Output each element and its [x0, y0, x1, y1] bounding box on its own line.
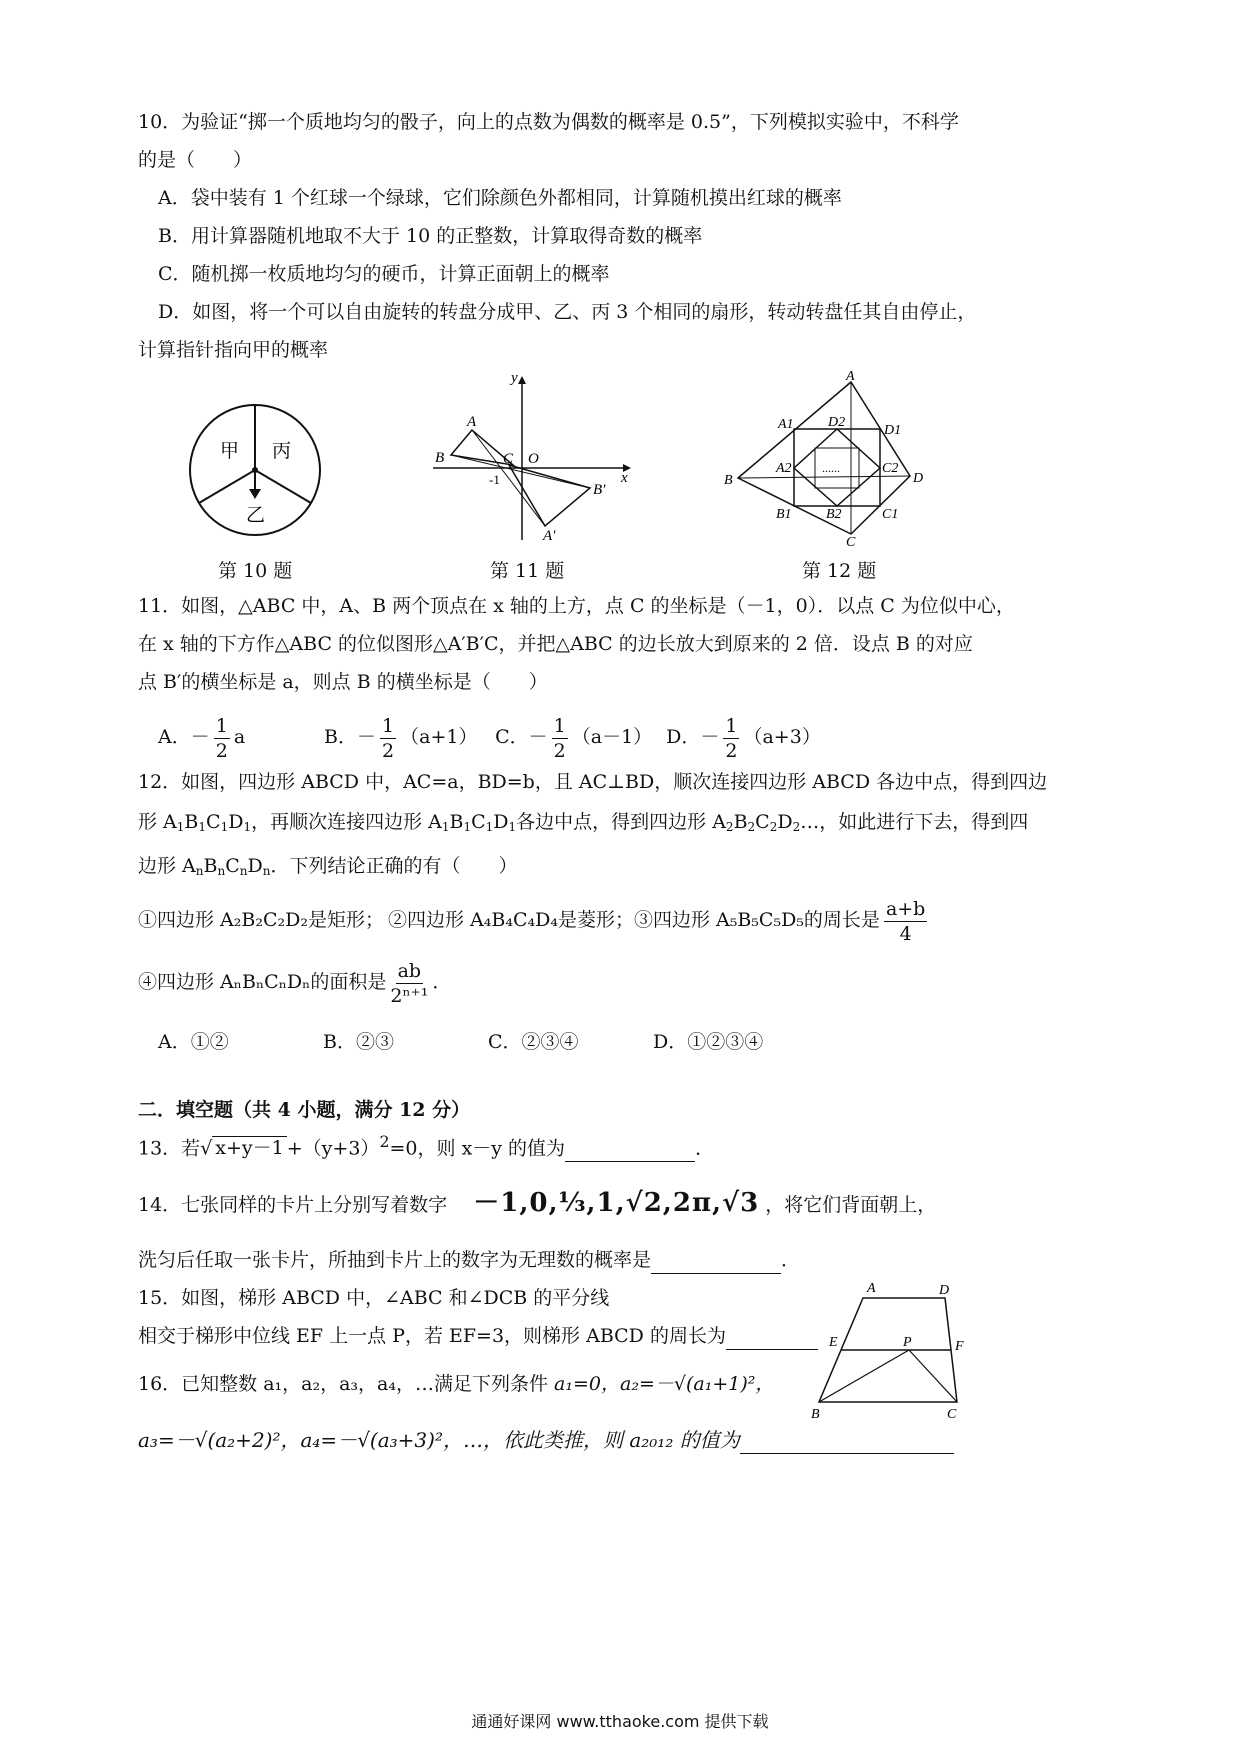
- fig11-label-o: O: [528, 451, 539, 467]
- q12-statement-4: ④四边形 AₙBₙCₙDₙ的面积是 $\frac{ab}{\text{2ⁿ⁺¹}}$ ．: [138, 959, 452, 1007]
- q12-option-a: A．①②: [158, 1031, 229, 1053]
- q14-answer-blank[interactable]: [651, 1253, 781, 1274]
- fig12-label-d1: D1: [884, 423, 902, 438]
- q16-conditions-1: a₁=0，a₂=－√(a₁+1)²，: [554, 1373, 775, 1395]
- q11-option-d: D．－ $\frac{1}{2}$ （a+3）: [666, 714, 821, 762]
- fig11-label-y: y: [511, 370, 518, 386]
- q14-numbers: －1,0,⅓,1,√2,2π,√3: [473, 1188, 760, 1218]
- fig12-label-c2: C2: [882, 461, 899, 476]
- q12-stem-line1: 12．如图，四边形 ABCD 中，AC=a，BD=b，且 AC⊥BD，顺次连接四边形 ABCD 各边中点，得到四边: [138, 771, 1048, 793]
- q11-stem-line2: 在 x 轴的下方作△ABC 的位似图形△A′B′C，并把△ABC 的边长放大到原来的 2 倍．设点 B 的对应: [138, 633, 973, 655]
- q12-statement-2-3: ②四边形 A₄B₄C₄D₄是菱形；③四边形 A₅B₅C₅D₅的周长是: [388, 909, 880, 931]
- fig12-caption: 第 12 题: [802, 560, 877, 582]
- fig15-trapezoid: [805, 1278, 975, 1428]
- q12-option-b: B．②③: [323, 1031, 394, 1053]
- q10-option-c: C．随机掷一枚质地均匀的硬币，计算正面朝上的概率: [158, 263, 610, 285]
- fig12-label-c: C: [846, 535, 856, 548]
- fig11-label-c: C: [503, 451, 514, 467]
- q15-line2: 相交于梯形中位线 EF 上一点 P，若 EF=3，则梯形 ABCD 的周长为: [138, 1322, 818, 1350]
- fig12-nested-quadrilaterals: [718, 368, 938, 548]
- fig10-label-yi: 乙: [246, 505, 266, 526]
- q10-stem-line1: 10．为验证“掷一个质地均匀的骰子，向上的点数为偶数的概率是 0.5”，下列模拟实验中，不科学: [138, 111, 959, 133]
- fig10-spinner: [180, 395, 330, 545]
- q12-frac-num: a+b: [885, 897, 926, 920]
- q11-stem-line1: 11．如图，△ABC 中，A、B 两个顶点在 x 轴的上方，点 C 的坐标是（－1，0）．以点 C 为位似中心，: [138, 595, 1015, 617]
- fig11-label-x: x: [621, 470, 628, 486]
- q12-option-c: C．②③④: [488, 1031, 579, 1053]
- q15-line1: 15．如图，梯形 ABCD 中，∠ABC 和∠DCB 的平分线: [138, 1287, 610, 1309]
- fig12-label-d2: D2: [828, 415, 846, 430]
- fig10-label-jia: 甲: [220, 441, 240, 462]
- q16-answer-blank[interactable]: [740, 1433, 954, 1454]
- fig10-label-bing: 丙: [272, 441, 292, 462]
- q12-options: [158, 1028, 763, 1056]
- q12-statements-1-3: [138, 896, 931, 946]
- fig11-label-b: B: [435, 450, 445, 466]
- fig12-label-a1: A1: [778, 417, 794, 432]
- fig12-label-a2: A2: [776, 461, 792, 476]
- fig15-label-c: C: [947, 1407, 957, 1422]
- fig12-label-c1: C1: [882, 507, 899, 522]
- q10-option-b: B．用计算器随机地取不大于 10 的正整数，计算取得奇数的概率: [158, 225, 703, 247]
- fig15-label-p: P: [903, 1335, 912, 1350]
- q10-option-a: A．袋中装有 1 个红球一个绿球，它们除颜色外都相同，计算随机摸出红球的概率: [158, 187, 842, 209]
- q14-line2: 洗匀后任取一张卡片，所抽到卡片上的数字为无理数的概率是 ．: [138, 1246, 800, 1274]
- fig12-label-b: B: [724, 473, 733, 488]
- fig12-label-a: A: [846, 369, 855, 384]
- q16-line1: 16．已知整数 a₁，a₂，a₃，a₄，…满足下列条件 a₁=0，a₂=－√(a₁+1)²，: [138, 1373, 775, 1395]
- q10-option-d-line1: D．如图，将一个可以自由旋转的转盘分成甲、乙、丙 3 个相同的扇形，转动转盘任其自由停止，: [158, 301, 977, 323]
- fig15-label-b: B: [811, 1407, 820, 1422]
- fig11-coordinate-figure: [425, 370, 635, 545]
- q12-option-d: D．①②③④: [653, 1031, 764, 1053]
- fig12-label-b1: B1: [776, 507, 792, 522]
- q10-stem-line2: 的是（ ）: [138, 149, 253, 171]
- section2-title: 二．填空题（共 4 小题，满分 12 分）: [138, 1099, 471, 1121]
- q11-options: [158, 712, 831, 763]
- fig11-label-minus-one: -1: [489, 472, 500, 487]
- q11-option-b: B．－ $\frac{1}{2}$ （a+1）: [324, 714, 478, 762]
- fig15-label-d: D: [939, 1283, 950, 1298]
- fig11-label-a-prime: A′: [543, 528, 556, 544]
- fig15-label-e: E: [829, 1335, 838, 1350]
- q11-option-c: C．－ $\frac{1}{2}$ （a－1）: [495, 714, 653, 762]
- fig11-label-a: A: [467, 414, 477, 430]
- fig11-caption: 第 11 题: [490, 560, 565, 582]
- fig11-label-b-prime: B′: [593, 482, 606, 498]
- q13-line: 13．若√ $x+y-1 +(y+3)^2=0$，则 x－y 的值为 ．: [138, 1128, 714, 1162]
- q16-line2: a₃=－√(a₂+2)²，a₄=－√(a₃+3)²，…，依此类推，则 a₂₀₁₂ 的值为: [138, 1426, 954, 1454]
- fig15-label-f: F: [955, 1339, 964, 1354]
- fig12-label-d: D: [913, 471, 924, 486]
- q12-stem-line3: 边形 $A_nB_nC_nD_n$．下列结论正确的有（ ）: [138, 855, 518, 878]
- q12-frac-den: 4: [899, 922, 912, 945]
- q12-stem-line2: 形 $A_1B_1C_1D_1$，再顺次连接四边形 $A_1B_1C_1D_1$各边中点，得到四边形 $A_2B_2C_2D_2\dots$，如此进行下去，得到四: [138, 811, 1029, 834]
- q10-option-d-line2: 计算指针指向甲的概率: [138, 339, 329, 361]
- fig10-caption: 第 10 题: [218, 560, 293, 582]
- q11-stem-line3: 点 B′的横坐标是 a，则点 B 的横坐标是（ ）: [138, 671, 548, 693]
- fig15-label-a: A: [867, 1281, 876, 1296]
- q11-option-a: A．－ $\frac{1}{2}$ a: [158, 714, 246, 762]
- fig12-ellipsis: ......: [822, 461, 840, 475]
- q13-answer-blank[interactable]: [565, 1141, 695, 1162]
- q12-statement-1: ①四边形 A₂B₂C₂D₂是矩形；: [138, 909, 384, 931]
- fig12-label-b2: B2: [826, 507, 842, 522]
- q14-line1: 14．七张同样的卡片上分别写着数字 －1,0,⅓,1,√2,2π,√3 ，将它们背面朝上，: [138, 1188, 937, 1218]
- footer-source: 通通好课网 www.tthaoke.com 提供下载: [471, 1712, 769, 1731]
